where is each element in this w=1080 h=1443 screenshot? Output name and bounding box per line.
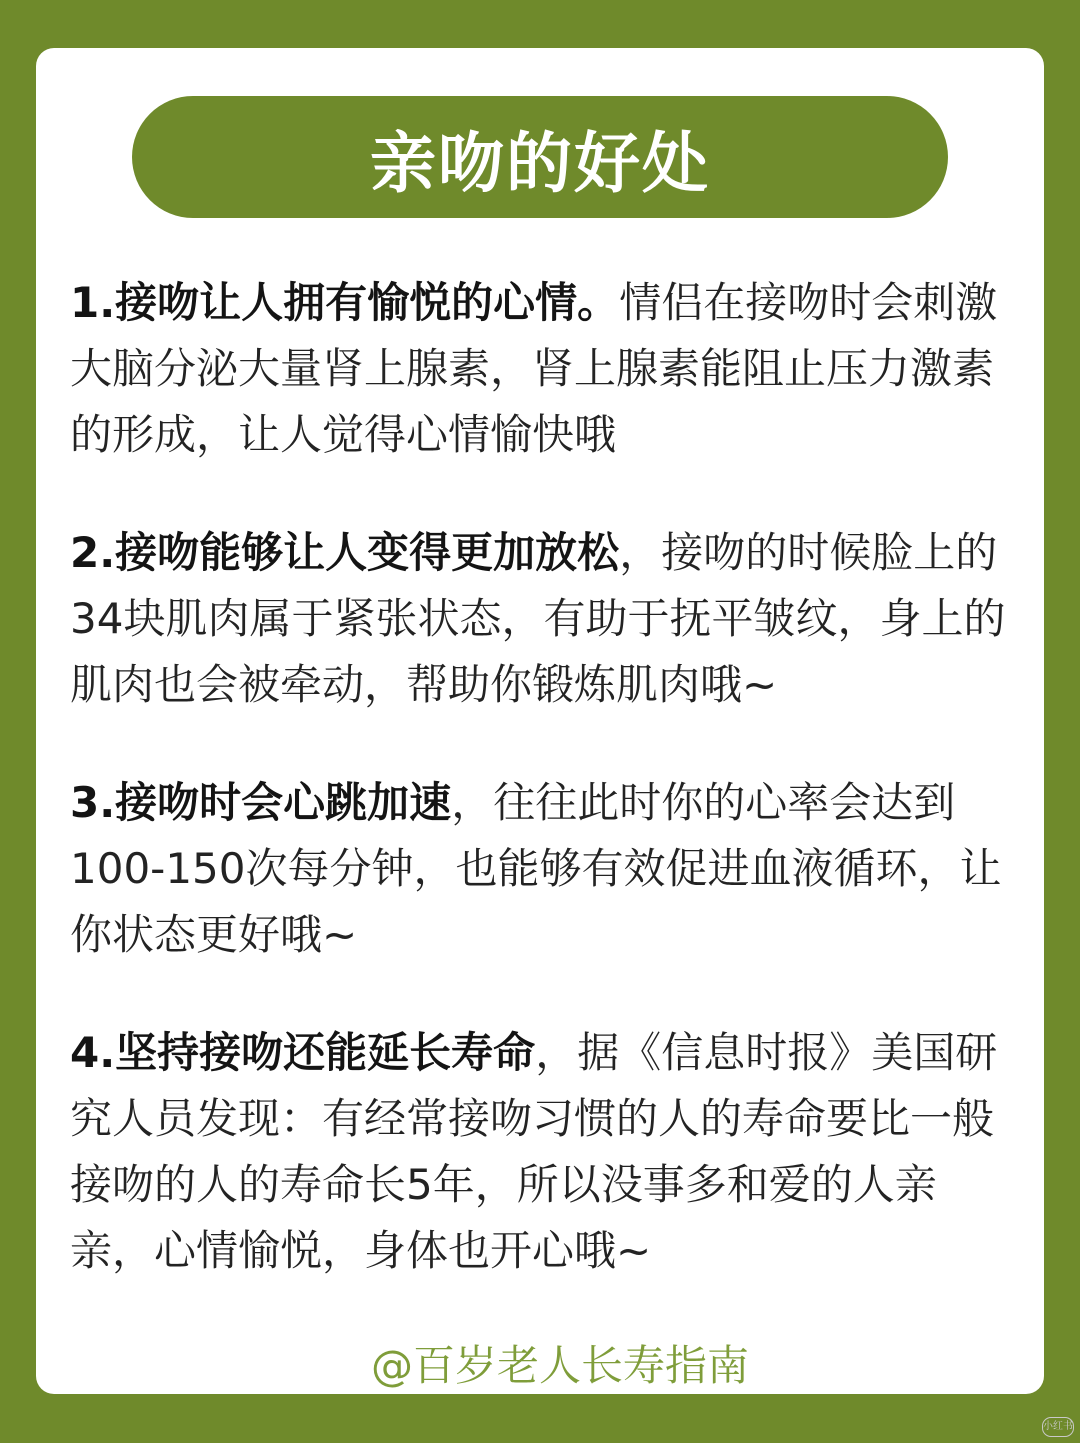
section-4 xyxy=(70,1020,1020,1284)
watermark-logo: 小红书 xyxy=(1042,1417,1074,1437)
section-3 xyxy=(70,770,1020,968)
author-signature: @百岁老人长寿指南 xyxy=(370,1341,749,1390)
section-lead: 2.接吻能够让人变得更加放松 xyxy=(70,528,620,577)
section-2 xyxy=(70,520,1020,718)
section-body: ，据《信息时报》美国研究人员发现：有经常接吻习惯的人的寿命要比一般接吻的人的寿命长5年，所以没事多和爱的人亲亲，心情愉悦，身体也开心哦~ xyxy=(70,1028,998,1275)
section-lead: 3.接吻时会心跳加速 xyxy=(70,778,452,827)
section-body: ，往往此时你的心率会达到100-150次每分钟，也能够有效促进血液循环，让你状态更好哦~ xyxy=(70,778,1002,959)
content-card xyxy=(36,48,1044,1394)
section-lead: 1.接吻让人拥有愉悦的心情。 xyxy=(70,278,620,327)
section-1 xyxy=(70,270,1020,468)
section-lead: 4.坚持接吻还能延长寿命 xyxy=(70,1028,536,1077)
section-body: 情侣在接吻时会刺激大脑分泌大量肾上腺素，肾上腺素能阻止压力激素的形成，让人觉得心情愉快哦 xyxy=(70,278,998,459)
title-banner xyxy=(132,96,948,218)
section-body: ，接吻的时候脸上的34块肌肉属于紧张状态，有助于抚平皱纹，身上的肌肉也会被牵动，帮助你锻炼肌肉哦~ xyxy=(70,528,1006,709)
page-title: 亲吻的好处 xyxy=(370,124,710,202)
sections xyxy=(70,270,1020,1284)
